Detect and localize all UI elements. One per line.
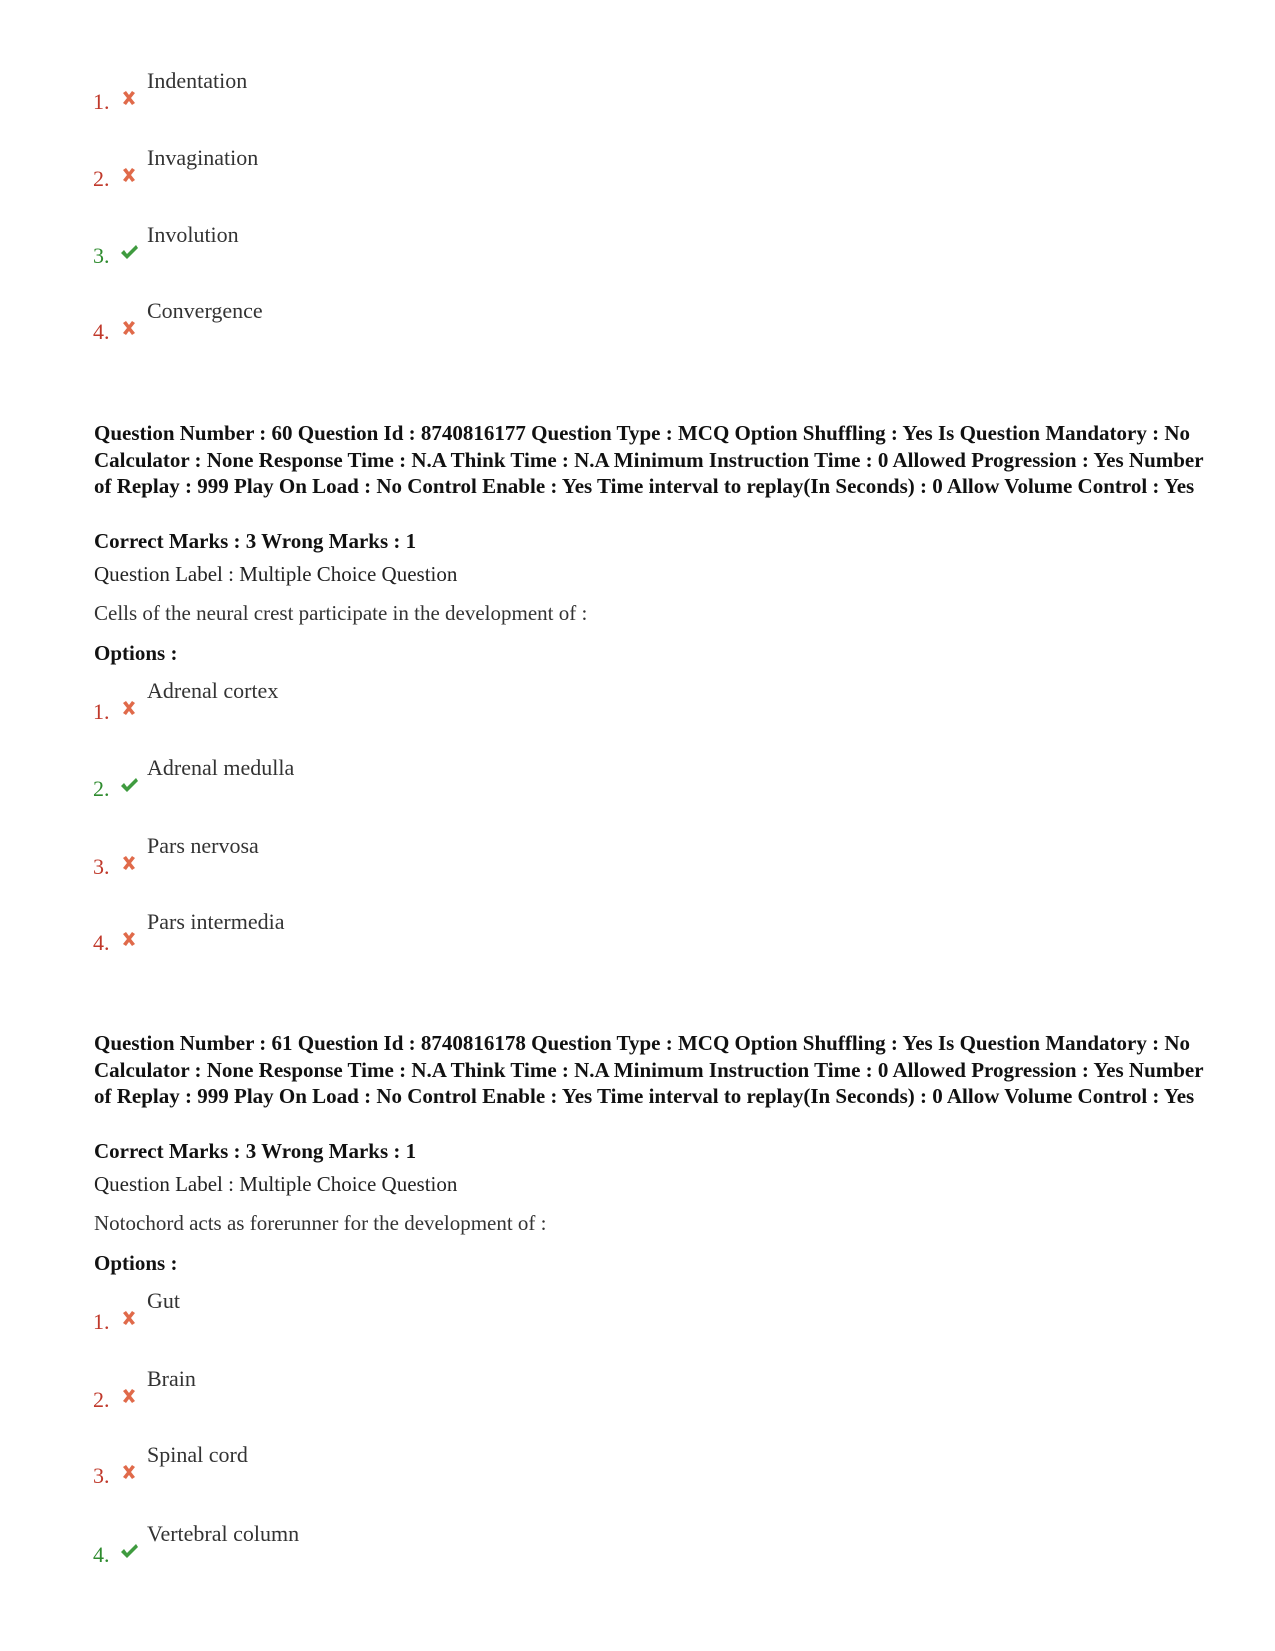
question-text: Cells of the neural crest participate in the development of : xyxy=(94,601,588,625)
cross-icon xyxy=(119,929,139,949)
option-text: Indentation xyxy=(147,68,248,93)
question-meta: Question Number : 60 Question Id : 8740816177 Question Type : MCQ Option Shuffling : Yes Is Question Mandatory : No Calculator : None Response Time : N.A Think Time : N.A Minimum Instruction Time : 0 Allowed Progression : Yes Number of Replay : 999 Play On Load : No Control Enable : Yes Time interval to replay(In Seconds) : 0 Allow Volume Control : Yes xyxy=(94,421,1204,498)
cross-icon xyxy=(119,88,139,108)
option-text: Invagination xyxy=(147,145,259,170)
option-text: Pars intermedia xyxy=(147,909,285,934)
question-label: Question Label : Multiple Choice Question xyxy=(94,1172,458,1196)
question-marks: Correct Marks : 3 Wrong Marks : 1 xyxy=(94,529,417,553)
options-heading: Options : xyxy=(94,641,178,665)
option-text: Gut xyxy=(147,1288,180,1313)
option-text: Vertebral column xyxy=(147,1521,300,1546)
option-item xyxy=(0,1521,1275,1581)
option-item xyxy=(0,678,1275,738)
cross-icon xyxy=(119,165,139,185)
option-item xyxy=(0,222,1275,282)
option-text: Convergence xyxy=(147,298,263,323)
option-number: 4. xyxy=(93,930,110,955)
option-number: 3. xyxy=(93,1463,110,1488)
question-label: Question Label : Multiple Choice Question xyxy=(94,562,458,586)
check-icon xyxy=(119,775,139,795)
option-number: 4. xyxy=(93,1542,110,1567)
option-number: 1. xyxy=(93,1309,110,1334)
question-marks: Correct Marks : 3 Wrong Marks : 1 xyxy=(94,1139,417,1163)
option-text: Adrenal cortex xyxy=(147,678,279,703)
option-number: 2. xyxy=(93,1387,110,1412)
option-item xyxy=(0,909,1275,969)
option-text: Adrenal medulla xyxy=(147,755,295,780)
option-item xyxy=(0,68,1275,128)
option-number: 3. xyxy=(93,243,110,268)
option-item xyxy=(0,1366,1275,1426)
option-number: 4. xyxy=(93,319,110,344)
option-text: Pars nervosa xyxy=(147,833,259,858)
option-number: 2. xyxy=(93,776,110,801)
cross-icon xyxy=(119,698,139,718)
option-item xyxy=(0,145,1275,205)
option-item xyxy=(0,755,1275,815)
option-item xyxy=(0,1442,1275,1502)
cross-icon xyxy=(119,853,139,873)
check-icon xyxy=(119,242,139,262)
option-item xyxy=(0,833,1275,893)
option-text: Brain xyxy=(147,1366,196,1391)
option-number: 1. xyxy=(93,699,110,724)
check-icon xyxy=(119,1541,139,1561)
cross-icon xyxy=(119,1308,139,1328)
options-heading: Options : xyxy=(94,1251,178,1275)
option-number: 3. xyxy=(93,854,110,879)
cross-icon xyxy=(119,318,139,338)
option-text: Spinal cord xyxy=(147,1442,248,1467)
option-item xyxy=(0,298,1275,358)
question-meta: Question Number : 61 Question Id : 8740816178 Question Type : MCQ Option Shuffling : Yes Is Question Mandatory : No Calculator : None Response Time : N.A Think Time : N.A Minimum Instruction Time : 0 Allowed Progression : Yes Number of Replay : 999 Play On Load : No Control Enable : Yes Time interval to replay(In Seconds) : 0 Allow Volume Control : Yes xyxy=(94,1031,1204,1108)
option-number: 1. xyxy=(93,89,110,114)
option-number: 2. xyxy=(93,166,110,191)
option-item xyxy=(0,1288,1275,1348)
cross-icon xyxy=(119,1386,139,1406)
option-text: Involution xyxy=(147,222,239,247)
question-text: Notochord acts as forerunner for the development of : xyxy=(94,1211,547,1235)
cross-icon xyxy=(119,1462,139,1482)
